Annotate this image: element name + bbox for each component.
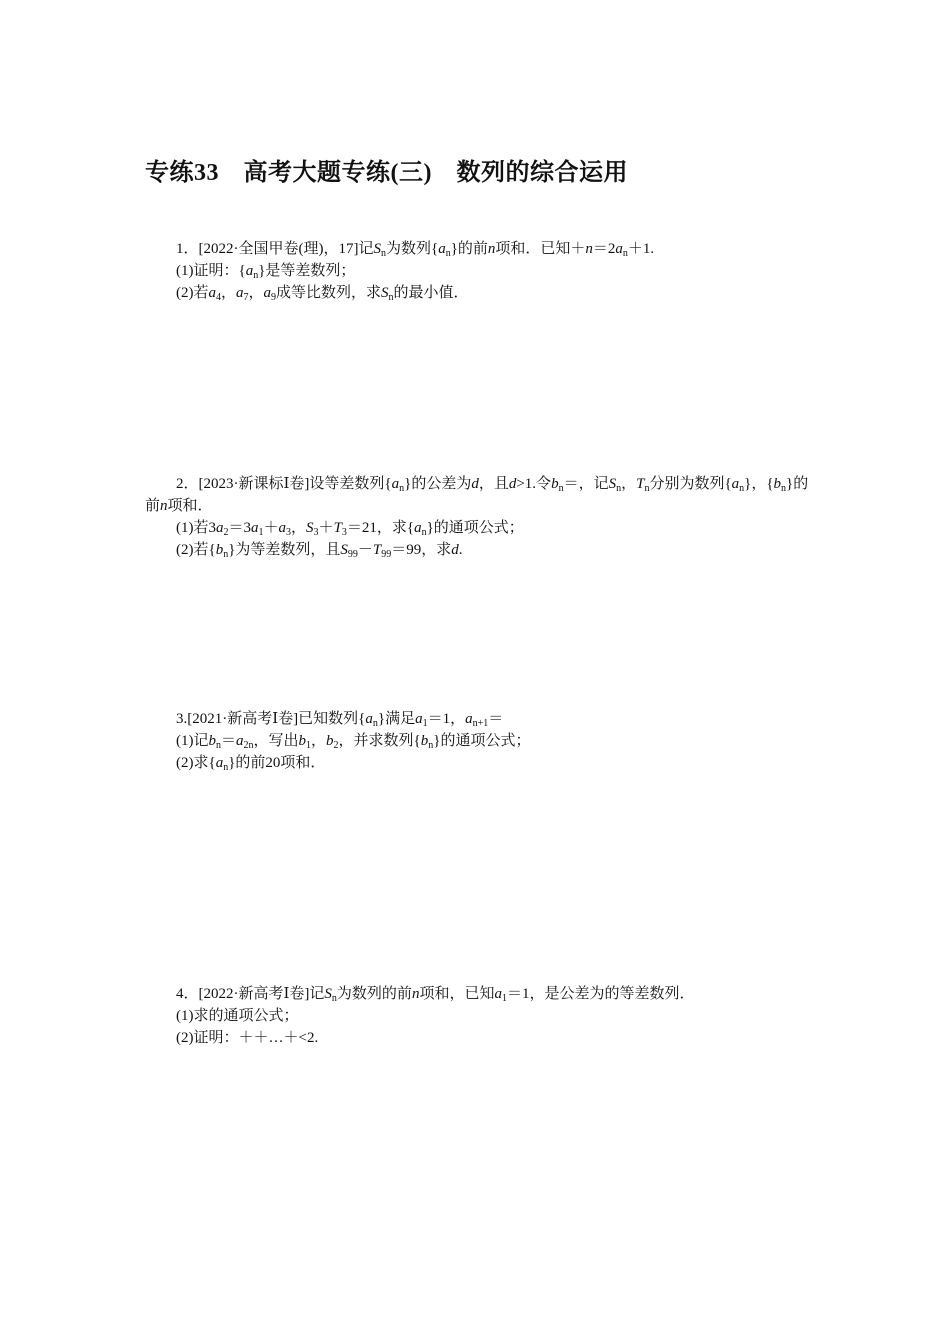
problem-3 — [145, 708, 813, 774]
problem-1 — [145, 238, 813, 304]
page-title: 专练33 高考大题专练(三) 数列的综合运用 — [145, 160, 628, 186]
problem-3-stem: 3.[2021·新高考Ⅰ卷]已知数列$\{a_n\}$满足$a_1=1$，$a_{n+1}=$ — [176, 711, 504, 729]
problem-4-part-1: (1)求的通项公式； — [176, 1008, 299, 1024]
problem-2-part-1: (1)若$3a_2=3a_1+a_3$，$S_3+T_3=21$，求$\{a_n\}$的通项公式； — [176, 520, 524, 538]
problem-4 — [145, 983, 813, 1049]
problem-1-part-1: (1)证明：$\{a_n\}$是等差数列； — [176, 263, 356, 281]
problem-4-stem: 4．[2022·新高考Ⅰ卷]记$S_n$为数列的前n项和，已知$a_1=1$，是公差为的等差数列． — [176, 986, 695, 1004]
problem-2 — [145, 473, 813, 561]
problem-3-part-1: (1)记$b_n=a_{2n}$，写出$b_1$，$b_2$，并求数列$\{b_n\}$的通项公式； — [176, 733, 531, 751]
problem-4-part-2: (2)证明：＋＋…＋<2. — [176, 1030, 319, 1046]
problem-2-part-2: (2)若$\{b_n\}$为等差数列，且$S_{99}-T_{99}=99$，求d. — [176, 542, 463, 560]
problem-3-part-2: (2)求$\{a_n\}$的前20项和． — [176, 755, 326, 773]
problem-1-stem: 1．[2022·全国甲卷(理)，17]记$S_n$为数列$\{a_n\}$的前n项和．已知$+n=2a_n+1$. — [176, 241, 655, 259]
problem-1-part-2: (2)若$a_4$，$a_7$，$a_9$成等比数列，求$S_n$的最小值． — [176, 285, 469, 303]
problem-2-stem: 2．[2023·新课标Ⅰ卷]设等差数列$\{a_n\}$的公差为d，且d>1.令$b_n=$，记$S_n$，$T_n$分别为数列$\{a_n\}$，$\{b_n\}$的前n项和． — [145, 476, 809, 514]
